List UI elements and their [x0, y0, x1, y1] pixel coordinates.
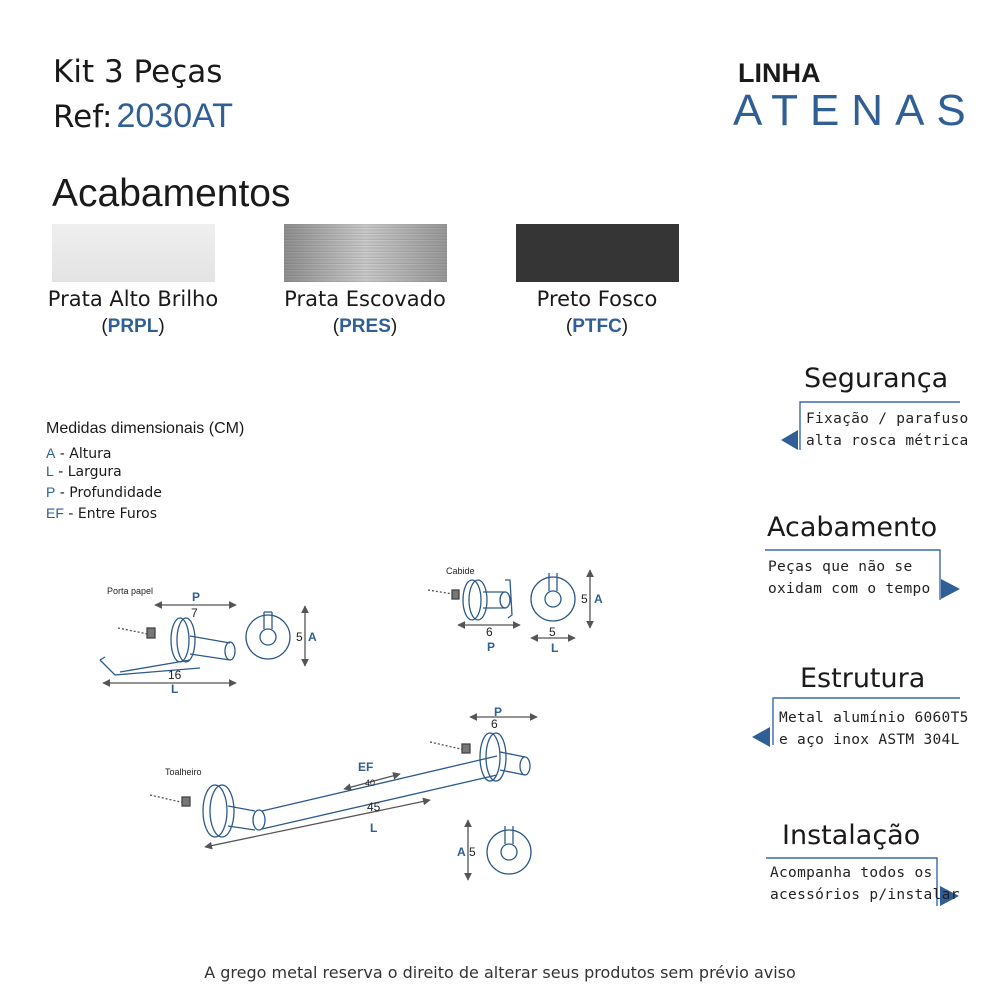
- feature-title: Estrutura: [800, 663, 926, 694]
- dim-value: 45: [367, 800, 381, 814]
- dim-value: 6: [486, 625, 493, 639]
- finish-name: Prata Alto Brilho: [47, 287, 219, 311]
- dim-key: L: [171, 682, 179, 696]
- legend-item: P - Profundidade: [46, 484, 162, 501]
- feature-title: Instalação: [782, 820, 921, 851]
- finish-name: Prata Escovado: [284, 287, 446, 311]
- feature-text: Peças que não se oxidam com o tempo: [768, 559, 931, 597]
- dim-value: 5: [469, 845, 476, 859]
- finish-code: (PTFC): [565, 316, 629, 337]
- feature-text: Fixação / parafuso alta rosca métrica: [806, 411, 969, 449]
- dim-key: P: [192, 590, 201, 604]
- toalheiro-label: Toalheiro: [165, 767, 202, 777]
- arrow-right-icon: [941, 579, 960, 599]
- dim-key: L: [370, 821, 378, 835]
- porta-papel-label: Porta papel: [107, 586, 154, 596]
- dim-value: 40: [365, 778, 376, 788]
- feature-text: Acompanha todos os acessórios p/instalar: [770, 865, 960, 903]
- arrow-left-icon: [752, 727, 770, 747]
- legend-item: A - Altura: [46, 445, 112, 462]
- dim-key: P: [494, 705, 503, 719]
- arrow-left-icon: [781, 430, 798, 450]
- dim-value: 6: [491, 717, 498, 731]
- dim-value: 5: [549, 625, 556, 639]
- dim-key: A: [594, 592, 603, 606]
- cabide-label: Cabide: [446, 566, 475, 576]
- toalheiro-drawing: [150, 705, 537, 880]
- dim-value: 5: [581, 592, 588, 606]
- dim-key: P: [487, 640, 496, 654]
- brand-line-name: ATENAS: [733, 86, 978, 135]
- finishes-title: Acabamentos: [52, 172, 291, 215]
- dim-key: A: [457, 845, 466, 859]
- dim-value: 7: [191, 606, 198, 620]
- dim-value: 16: [168, 668, 182, 682]
- finish-code: (PRPL): [101, 316, 165, 337]
- feature-title: Acabamento: [767, 512, 938, 543]
- cabide-drawing: [428, 566, 603, 655]
- feature-title: Segurança: [804, 363, 949, 394]
- kit-title: Kit 3 Peças: [53, 54, 223, 90]
- finish-name: Preto Fosco: [536, 287, 658, 311]
- finish-code: (PRES): [332, 316, 398, 337]
- legend-item: EF - Entre Furos: [46, 505, 158, 522]
- dim-value: 5: [296, 630, 303, 644]
- measures-title: Medidas dimensionais (CM): [46, 420, 245, 437]
- dim-key: L: [551, 641, 559, 655]
- dim-key: A: [308, 630, 317, 644]
- footer-disclaimer: A grego metal reserva o direito de alterar seus produtos sem prévio aviso: [204, 963, 796, 982]
- dim-key: EF: [358, 760, 374, 774]
- porta-papel-drawing: [100, 586, 317, 696]
- linha-label: LINHA: [738, 58, 821, 88]
- ref-label: Ref:: [53, 99, 113, 135]
- feature-text: Metal alumínio 6060T5 e aço inox ASTM 304L: [779, 710, 969, 748]
- ref-code: 2030AT: [116, 97, 234, 135]
- legend-item: L - Largura: [46, 463, 122, 480]
